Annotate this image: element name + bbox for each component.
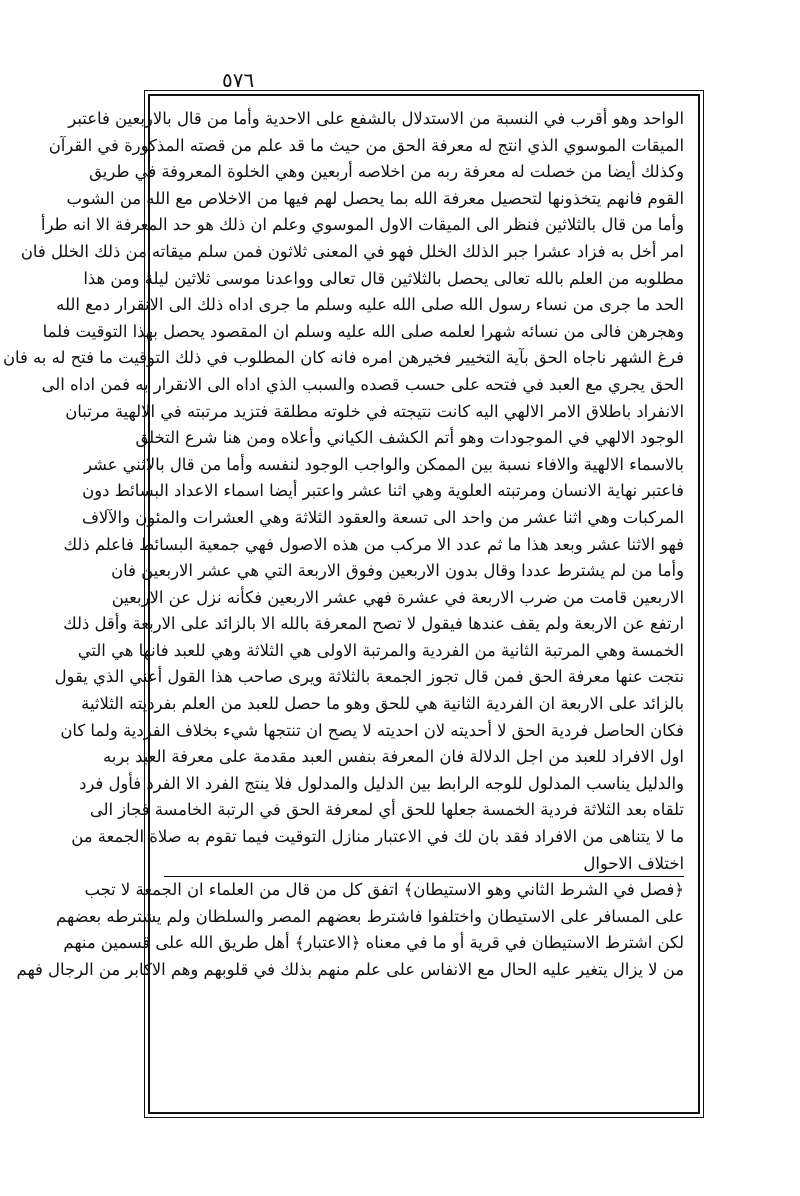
text-line: بالاسماء الالهية والافاء نسبة بين الممكن والواجب الوجود لنفسه وأما من قال بالاثني عشر [83,454,684,474]
text-line: فرغ الشهر ناجاه الحق بآية التخيير فخيرهن امره فانه كان المطلوب في ذلك التوقيت ما فتح له به فان [2,348,684,368]
text-line: ارتفع عن الاربعة ولم يقف عندها فيقول لا تصح المعرفة بالله الا بالزائد على الاربعة وأقل ذلك [63,614,684,634]
text-line: وهجرهن فالى من نسائه شهرا لعلمه صلى الله عليه وسلم ان المقصود يحصل بهذا التوقيت فلما [42,321,684,341]
text-line: الحق يجري مع العبد في فتحه على حسب قصده والسبب الذي اداه الى الانقرار به فمن اداه الى [41,374,684,394]
text-line: وأما من لم يشترط عددا وقال بدون الاربعين وفوق الاربعة التي هي عشر الاربعين فان [111,561,684,581]
text-line: فكان الحاصل فردية الحق لا أحديته لان احديته لا يصح ان تنتجها شيء بخلاف الفردية ولما كان [60,720,684,740]
text-line: بالزائد على الاربعة ان الفردية الثانية هي للحق وهو ما حصل للعبد من العلم بفرديته الثلاثية [81,694,684,714]
text-line: الخمسة وهي المرتبة الثانية من الفردية والمرتبة الاولى هي الثلاثة وهي للعبد فانها هي التي [77,640,684,660]
text-line: الميقات الموسوي الذي انتج له معرفة الحق من حيث ما قد علم من قصته المذكورة في القرآن [48,135,684,155]
text-line: القوم فانهم يتخذونها لتحصيل معرفة الله بما يحصل لهم فيها من الاخلاص مع الله من الشوب [66,188,684,208]
section-heading-line: ﴿فصل في الشرط الثاني وهو الاستيطان﴾ اتفق كل من قال من العلماء ان الجمعة لا تجب [84,880,684,900]
text-line: تلقاه بعد الثلاثة فردية الخمسة جعلها للحق أي لمعرفة الحق في الرتبة الخامسة فجاز الى [89,800,684,820]
text-line: ما لا يتناهى من الافراد فقد بان لك في الاعتبار منازل التوقيت فيما تقوم به صلاة الجمعة من [71,827,684,847]
text-line: اول الافراد للعبد من اجل الدلالة فان المعرفة بنفس العبد مقدمة على معرفة العبد بربه [102,747,684,767]
text-frame [2,94,700,1114]
text-line: اختلاف الاحوال [164,851,684,878]
text-line: مطلوبه من العلم بالله تعالى يحصل بالثلاثين قال تعالى وواعدنا موسى ثلاثين ليلة ومن هذا [83,268,684,288]
text-line: وكذلك أيضا من خصلت له معرفة ربه من اخلاصه أربعين وهي الخلوة المعروفة في طريق [89,162,684,182]
text-line: الواحد وهو أقرب في النسبة من الاستدلال بالشفع على الاحدية وأما من قال بالاربعين فاعتبر [68,109,684,128]
text-line: الانفراد باطلاق الامر الالهي اليه كانت نتيجته في خلوته مطلقة فتزيد مرتبته في الالهية مرتبان [65,401,684,421]
text-block [2,106,684,984]
text-line: من لا يزال يتغير عليه الحال مع الانفاس على علم منهم بذلك في قلوبهم وهم الاكابر من الرجال فهم [16,960,684,979]
text-line: امر أخل به فزاد عشرا جبر الذلك الخلل فهو في المعنى ثلاثون فمن سلم ميقاته من ذلك الخلل فان [20,241,684,261]
text-line: المركبات وهي اثنا عشر من واحد الى تسعة والعقود الثلاثة وهي العشرات والمئون والآلاف [81,507,684,527]
text-line: على المسافر على الاستيطان واختلفوا فاشترط بعضهم المصر والسلطان ولم يشترطه بعضهم [56,906,684,926]
text-line: الحد ما جرى من نساء رسول الله صلى الله عليه وسلم ما جرى اداه ذلك الى الانقرار دمع الله [56,295,684,315]
text-line: وأما من قال بالثلاثين فنظر الى الميقات الاول الموسوي وعلم ان ذلك هو حد المعرفة الا انه طرأ [40,215,684,235]
text-line: فهو الاثنا عشر وبعد هذا ما ثم عدد الا مركب من هذه الاصول فهي جمعية البسائط فاعلم ذلك [63,534,684,554]
text-line: الاربعين قامت من ضرب الاربعة في عشرة فهي عشر الاربعين فكأنه نزل عن الاربعين [111,587,684,607]
text-line: فاعتبر نهاية الانسان ومرتبته العلوية وهي اثنا عشر واعتبر أيضا اسماء الاعداد البسائط دون [82,481,684,501]
page-number: ٥٧٦ [222,68,255,92]
text-line: نتجت عنها معرفة الحق فمن قال تجوز الجمعة بالثلاثة ويرى صاحب هذا القول أعني الذي يقول [54,667,684,687]
text-line: الوجود الالهي في الموجودات وهو أتم الكشف الكياني وأعلاه ومن هنا شرع التخلق [135,428,684,448]
text-line: والدليل يناسب المدلول للوجه الرابط بين الدليل والمدلول فلا ينتج الفرد الا الفرد فأول فرد [79,773,684,793]
text-line: لكن اشترط الاستيطان في قرية أو ما في معناه ﴿الاعتبار﴾ أهل طريق الله على قسمين منهم [63,933,684,953]
